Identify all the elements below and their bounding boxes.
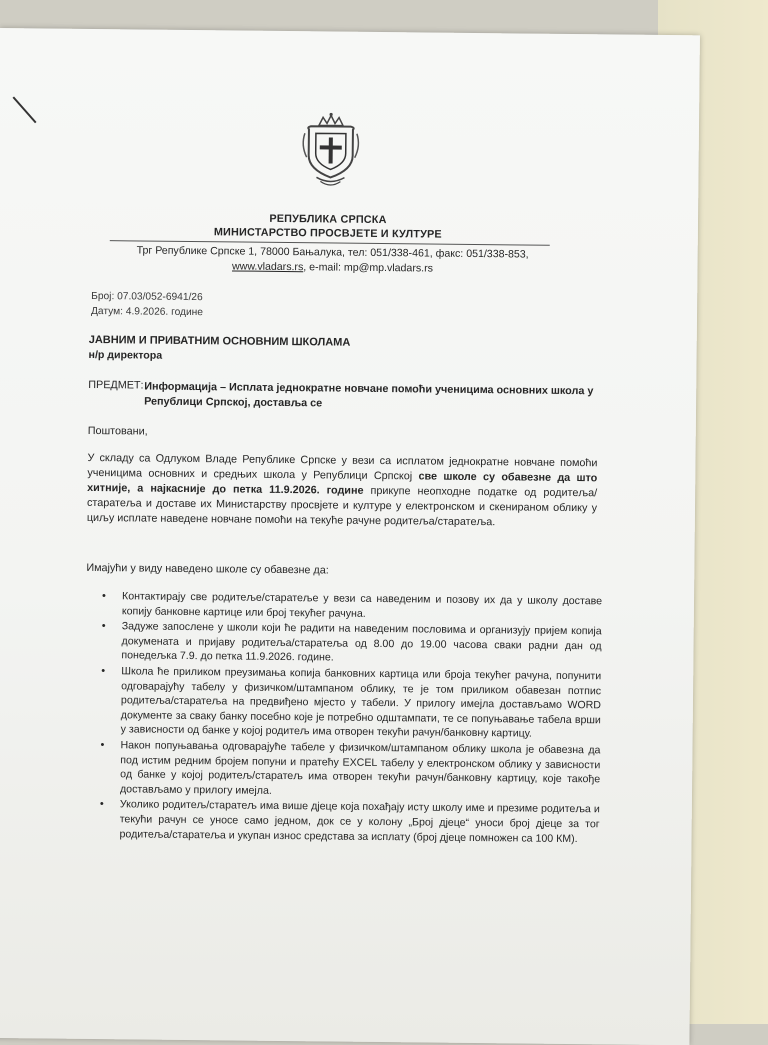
- reference-date: Датум: 4.9.2026. године: [90, 305, 204, 319]
- subject-text: Информација – Исплата једнократне новчане помоћи ученицима основних школа у Републици Српској, доставља се: [144, 380, 594, 410]
- coat-of-arms-icon: [298, 111, 363, 190]
- list-item-text: Контактирају све родитеље/старатеље у вези са наведеним и позову их да у школу доставе копију банковне картице или број текућег рачуна.: [121, 590, 603, 620]
- body-paragraph: [87, 451, 598, 531]
- subject-label: ПРЕДМЕТ:: [88, 378, 144, 392]
- bullet-icon: •: [101, 665, 106, 678]
- list-item: [100, 738, 601, 802]
- body-text-end: прикупе неопходне податке од родитеља/старатеља и доставе их Министарству просвјете и културе у електронском и скенираном облику у циљу исплате наведене новчане помоћи на текуће рачуне родитеља/старатеља.: [86, 484, 598, 529]
- email-text: , e-mail: mp@mp.vladars.rs: [303, 261, 434, 275]
- address-line: Трг Републике Српске 1, 78000 Бањалука, тел: 051/338-461, факс: 051/338-853,: [136, 244, 529, 261]
- list-item-text: Задуже запослене у школи који ће радити на наведеним пословима и организују пријем копија докумената и пријаву родитеља/старатеља од 8.00 до 19.00 часова сваки радни дан од понедељка 7.9. до петка 11.9.2026. године.: [121, 620, 602, 664]
- header-republic: РЕПУБЛИКА СРПСКА: [269, 212, 387, 227]
- list-item: [101, 619, 601, 668]
- document-page: [0, 28, 700, 1045]
- body-text-emphasis: све школе су обавезне да што хитније, а најкасније до петка 11.9.2026. године: [87, 470, 598, 497]
- reference-number: Број: 07.03/052-6941/26: [91, 290, 203, 304]
- list-intro: Имајући у виду наведено школе су обавезне да:: [86, 561, 329, 577]
- list-item: [101, 664, 602, 742]
- body-text-start: У складу са Одлуком Владе Републике Српске у вези са исплатом једнократне новчане помоћи ученицима основних и средњих школа у Републици Српској: [87, 451, 598, 483]
- recipient-attention: н/р директора: [88, 348, 163, 362]
- header-ministry: МИНИСТАРСТВО ПРОСВЈЕТЕ И КУЛТУРЕ: [213, 226, 442, 241]
- obligations-list: [99, 589, 602, 847]
- list-item: [102, 589, 602, 623]
- bullet-icon: •: [101, 620, 106, 633]
- recipient-line: ЈАВНИМ И ПРИВАТНИМ ОСНОВНИМ ШКОЛАМА: [88, 333, 351, 349]
- list-item-text: Након попуњавања одговарајуће табеле у физичком/штампаном облику школа је обавезна да под истим редним бројем попуни и пратећу EXCEL табелу у електронском облику у зависности од банке у којој родитељ/старатељ има отворен текући рачун/банковну картицу, које такође достављамо у прилогу имејла.: [119, 739, 601, 797]
- list-item-text: Уколико родитељ/старатељ има више дјеце која похађају исту школу име и презиме родитеља и текући рачун се уносе само једном, док се у колону „Број дјеце“ уноси број дјеце за тог родитеља/старатеља и укупан износ средстава за исплату (број дјеце помножен са 100 КМ).: [119, 798, 600, 845]
- subject-block: [88, 378, 594, 410]
- website-link[interactable]: www.vladars.rs: [231, 260, 304, 274]
- list-item: [99, 797, 599, 846]
- bullet-icon: •: [99, 798, 104, 811]
- pen-mark: [13, 96, 37, 123]
- list-item-text: Школа ће приликом преузимања копија банковних картица или броја текућег рачуна, попунити одговарајућу табелу у физичком/штампаном облику, те је том приликом обавезан потпис родитеља/старатеља на предвиђено мјесто у табели. У прилогу имејла достављамо WORD документе за сваку банку посебно које је потребно одштампати, те се попуњавање табела врши у зависности од банке у којој родитељ има отворен текући рачун/банковну картицу.: [120, 665, 602, 740]
- greeting: Поштовани,: [87, 424, 148, 438]
- bullet-icon: •: [101, 590, 106, 603]
- bullet-icon: •: [100, 739, 105, 752]
